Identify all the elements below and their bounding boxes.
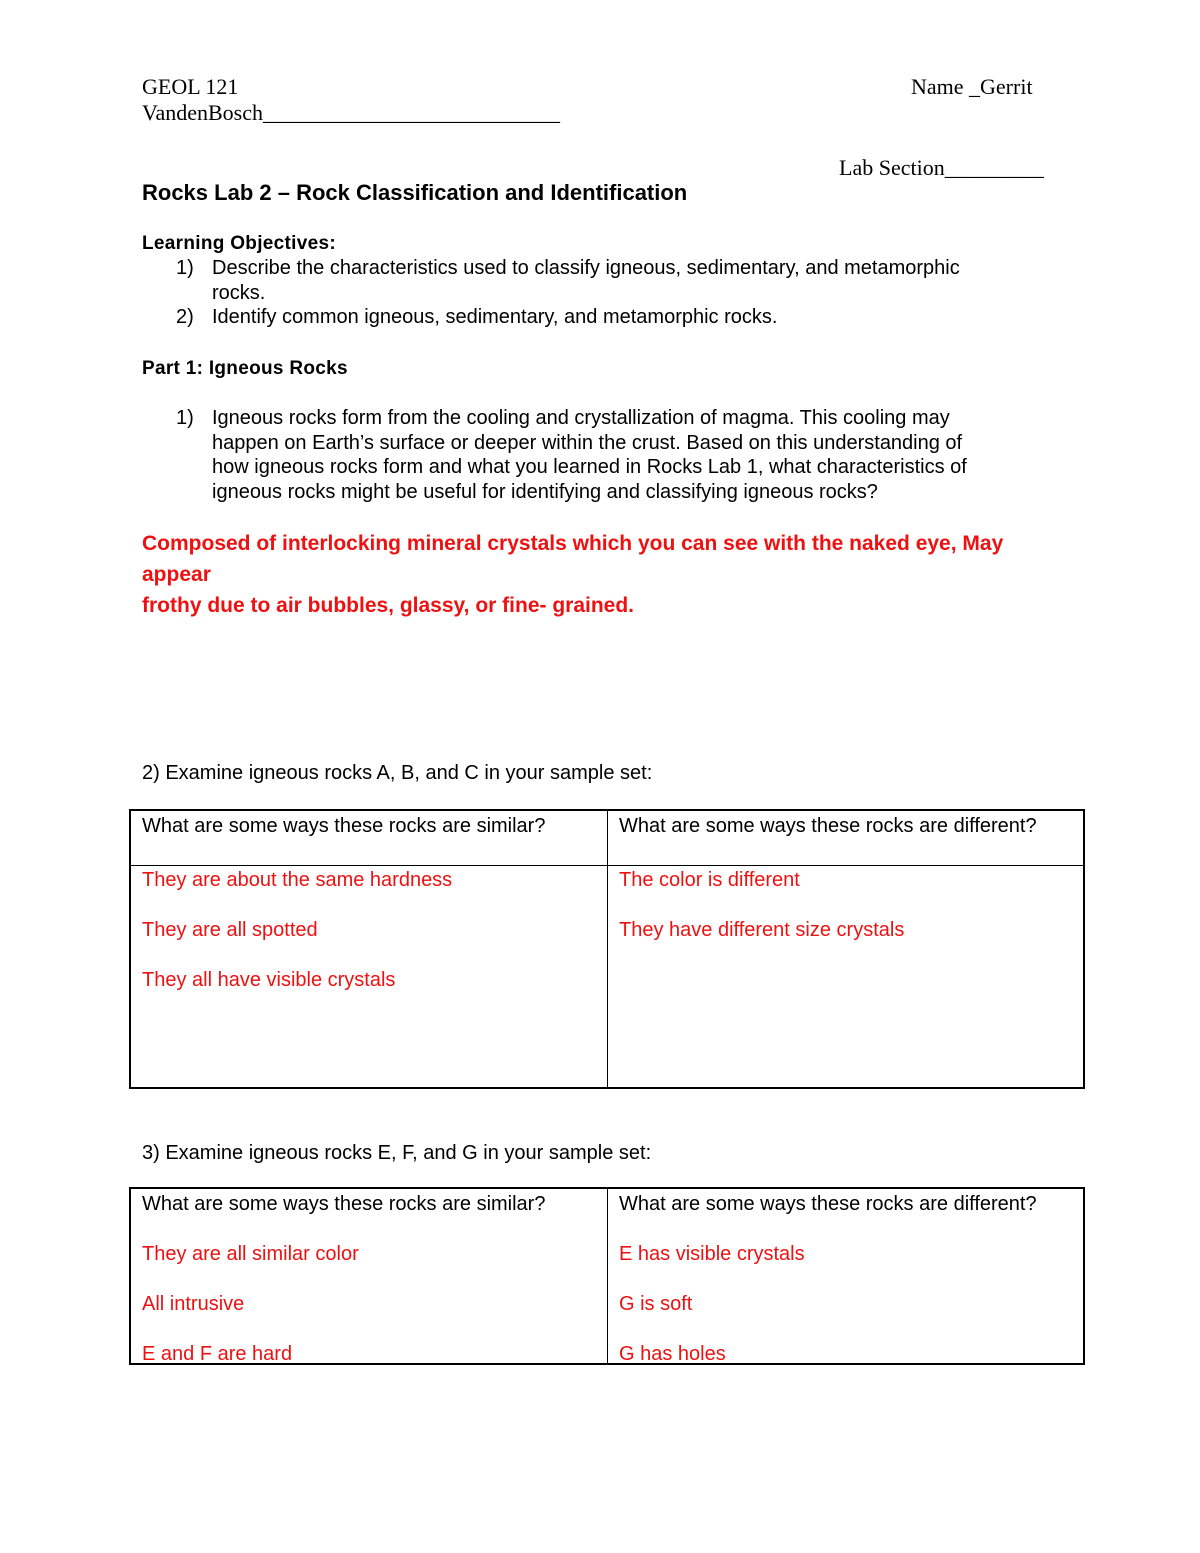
q2-similar-answer: They all have visible crystals xyxy=(142,969,396,991)
objective-number: 2) xyxy=(176,306,194,328)
question1-number: 1) xyxy=(176,407,194,429)
table-column-divider xyxy=(607,811,608,1087)
table-header-divider xyxy=(131,865,1083,866)
q2-header-similar: What are some ways these rocks are similar? xyxy=(142,815,546,837)
objective-item xyxy=(142,305,1142,330)
q2-different-answer: They have different size crystals xyxy=(619,919,905,941)
question2-table xyxy=(129,809,1085,1089)
q3-similar-cell xyxy=(142,1242,359,1366)
q3-different-answer: G has holes xyxy=(619,1343,726,1365)
question2-prompt: 2) Examine igneous rocks A, B, and C in your sample set: xyxy=(142,762,653,784)
question1-text xyxy=(212,406,967,504)
q3-different-answer: G is soft xyxy=(619,1293,693,1315)
objective-text-continued: rocks. xyxy=(212,281,266,304)
answer-line: Composed of interlocking mineral crystals which you can see with the naked eye, May appear xyxy=(142,532,1004,586)
objectives-heading: Learning Objectives: xyxy=(142,233,336,254)
name-continued: VandenBosch___________________________ xyxy=(142,100,560,125)
q3-different-answer: E has visible crystals xyxy=(619,1243,805,1265)
q3-similar-answer: All intrusive xyxy=(142,1293,245,1315)
question3-prompt: 3) Examine igneous rocks E, F, and G in your sample set: xyxy=(142,1142,652,1164)
table-column-divider xyxy=(607,1189,608,1363)
objective-number: 1) xyxy=(176,257,194,279)
course-code: GEOL 121 xyxy=(142,74,239,99)
q3-similar-answer: E and F are hard xyxy=(142,1343,293,1365)
answer-line: frothy due to air bubbles, glassy, or fine- grained. xyxy=(142,594,635,617)
q3-similar-answer: They are all similar color xyxy=(142,1243,359,1265)
name-field: Name _Gerrit xyxy=(911,74,1033,99)
q2-similar-answer: They are all spotted xyxy=(142,919,318,941)
q2-different-answer: The color is different xyxy=(619,869,800,891)
q2-header-different: What are some ways these rocks are different? xyxy=(619,815,1037,837)
q2-similar-cell xyxy=(142,868,452,1018)
question3-table xyxy=(129,1187,1085,1365)
lab-section-field: Lab Section_________ xyxy=(839,155,1044,180)
objectives-list xyxy=(142,256,1142,330)
objective-item xyxy=(142,256,1142,305)
question1-line: happen on Earth’s surface or deeper within the crust. Based on this understanding of xyxy=(212,431,963,454)
question1-line: Igneous rocks form from the cooling and crystallization of magma. This cooling may xyxy=(212,407,950,429)
page-title: Rocks Lab 2 – Rock Classification and Identification xyxy=(142,180,688,205)
objective-text: Describe the characteristics used to classify igneous, sedimentary, and metamorphic xyxy=(212,257,960,279)
objective-text: Identify common igneous, sedimentary, and metamorphic rocks. xyxy=(212,306,778,328)
question1-answer xyxy=(142,528,1062,621)
q3-header-similar: What are some ways these rocks are similar? xyxy=(142,1193,546,1215)
q3-different-cell xyxy=(619,1242,805,1366)
q2-similar-answer: They are about the same hardness xyxy=(142,869,453,891)
question1-line: igneous rocks might be useful for identifying and classifying igneous rocks? xyxy=(212,480,878,503)
q2-different-cell xyxy=(619,868,904,968)
q3-header-different: What are some ways these rocks are different? xyxy=(619,1193,1037,1215)
part1-heading: Part 1: Igneous Rocks xyxy=(142,358,348,379)
question1-line: how igneous rocks form and what you learned in Rocks Lab 1, what characteristics of xyxy=(212,456,967,478)
